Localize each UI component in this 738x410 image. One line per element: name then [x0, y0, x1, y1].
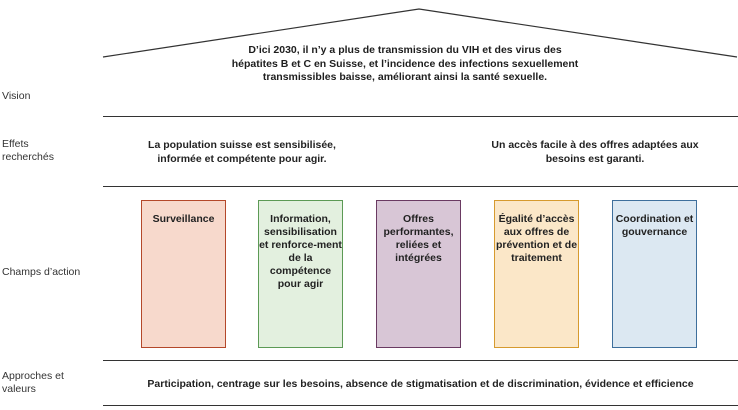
- divider-approaches: [103, 405, 738, 406]
- field-box-coordination: [612, 200, 697, 348]
- row-label-vision: Vision: [2, 90, 31, 102]
- field-box-surveillance: [141, 200, 226, 348]
- approaches-values: Participation, centrage sur les besoins, absence de stigmatisation et de discrimination, évidence et efficience: [147, 378, 694, 390]
- field-label-information: Information, sensibilisation et renforce-ment de la compétence pour agir: [259, 213, 342, 290]
- row-label-approaches: Approches et valeurs: [2, 370, 64, 395]
- divider-vision: [103, 116, 738, 117]
- effect-population: La population suisse est sensibilisée, informée et compétente pour agir.: [148, 139, 336, 165]
- field-label-surveillance: Surveillance: [152, 213, 215, 225]
- divider-fields: [103, 360, 738, 361]
- field-box-egalite: [494, 200, 579, 348]
- divider-effects: [103, 186, 738, 187]
- field-label-coordination: Coordination et gouvernance: [615, 213, 694, 238]
- field-label-offres: Offres performantes, reliées et intégrées: [383, 213, 454, 264]
- row-label-fields: Champs d’action: [2, 266, 81, 278]
- effect-access: Un accès facile à des offres adaptées aux besoins est garanti.: [491, 139, 699, 165]
- field-box-information: [258, 200, 343, 348]
- field-box-offres: [376, 200, 461, 348]
- field-label-egalite: Égalité d’accès aux offres de prévention et de traitement: [495, 213, 578, 264]
- vision-statement: D’ici 2030, il n’y a plus de transmission du VIH et des virus des hépatites B et C en Suisse, et l’incidence des infections sexuellement transmissibles baisse, améliorant ainsi la santé sexuelle.: [231, 44, 579, 83]
- row-label-effects: Effets recherchés: [2, 138, 54, 163]
